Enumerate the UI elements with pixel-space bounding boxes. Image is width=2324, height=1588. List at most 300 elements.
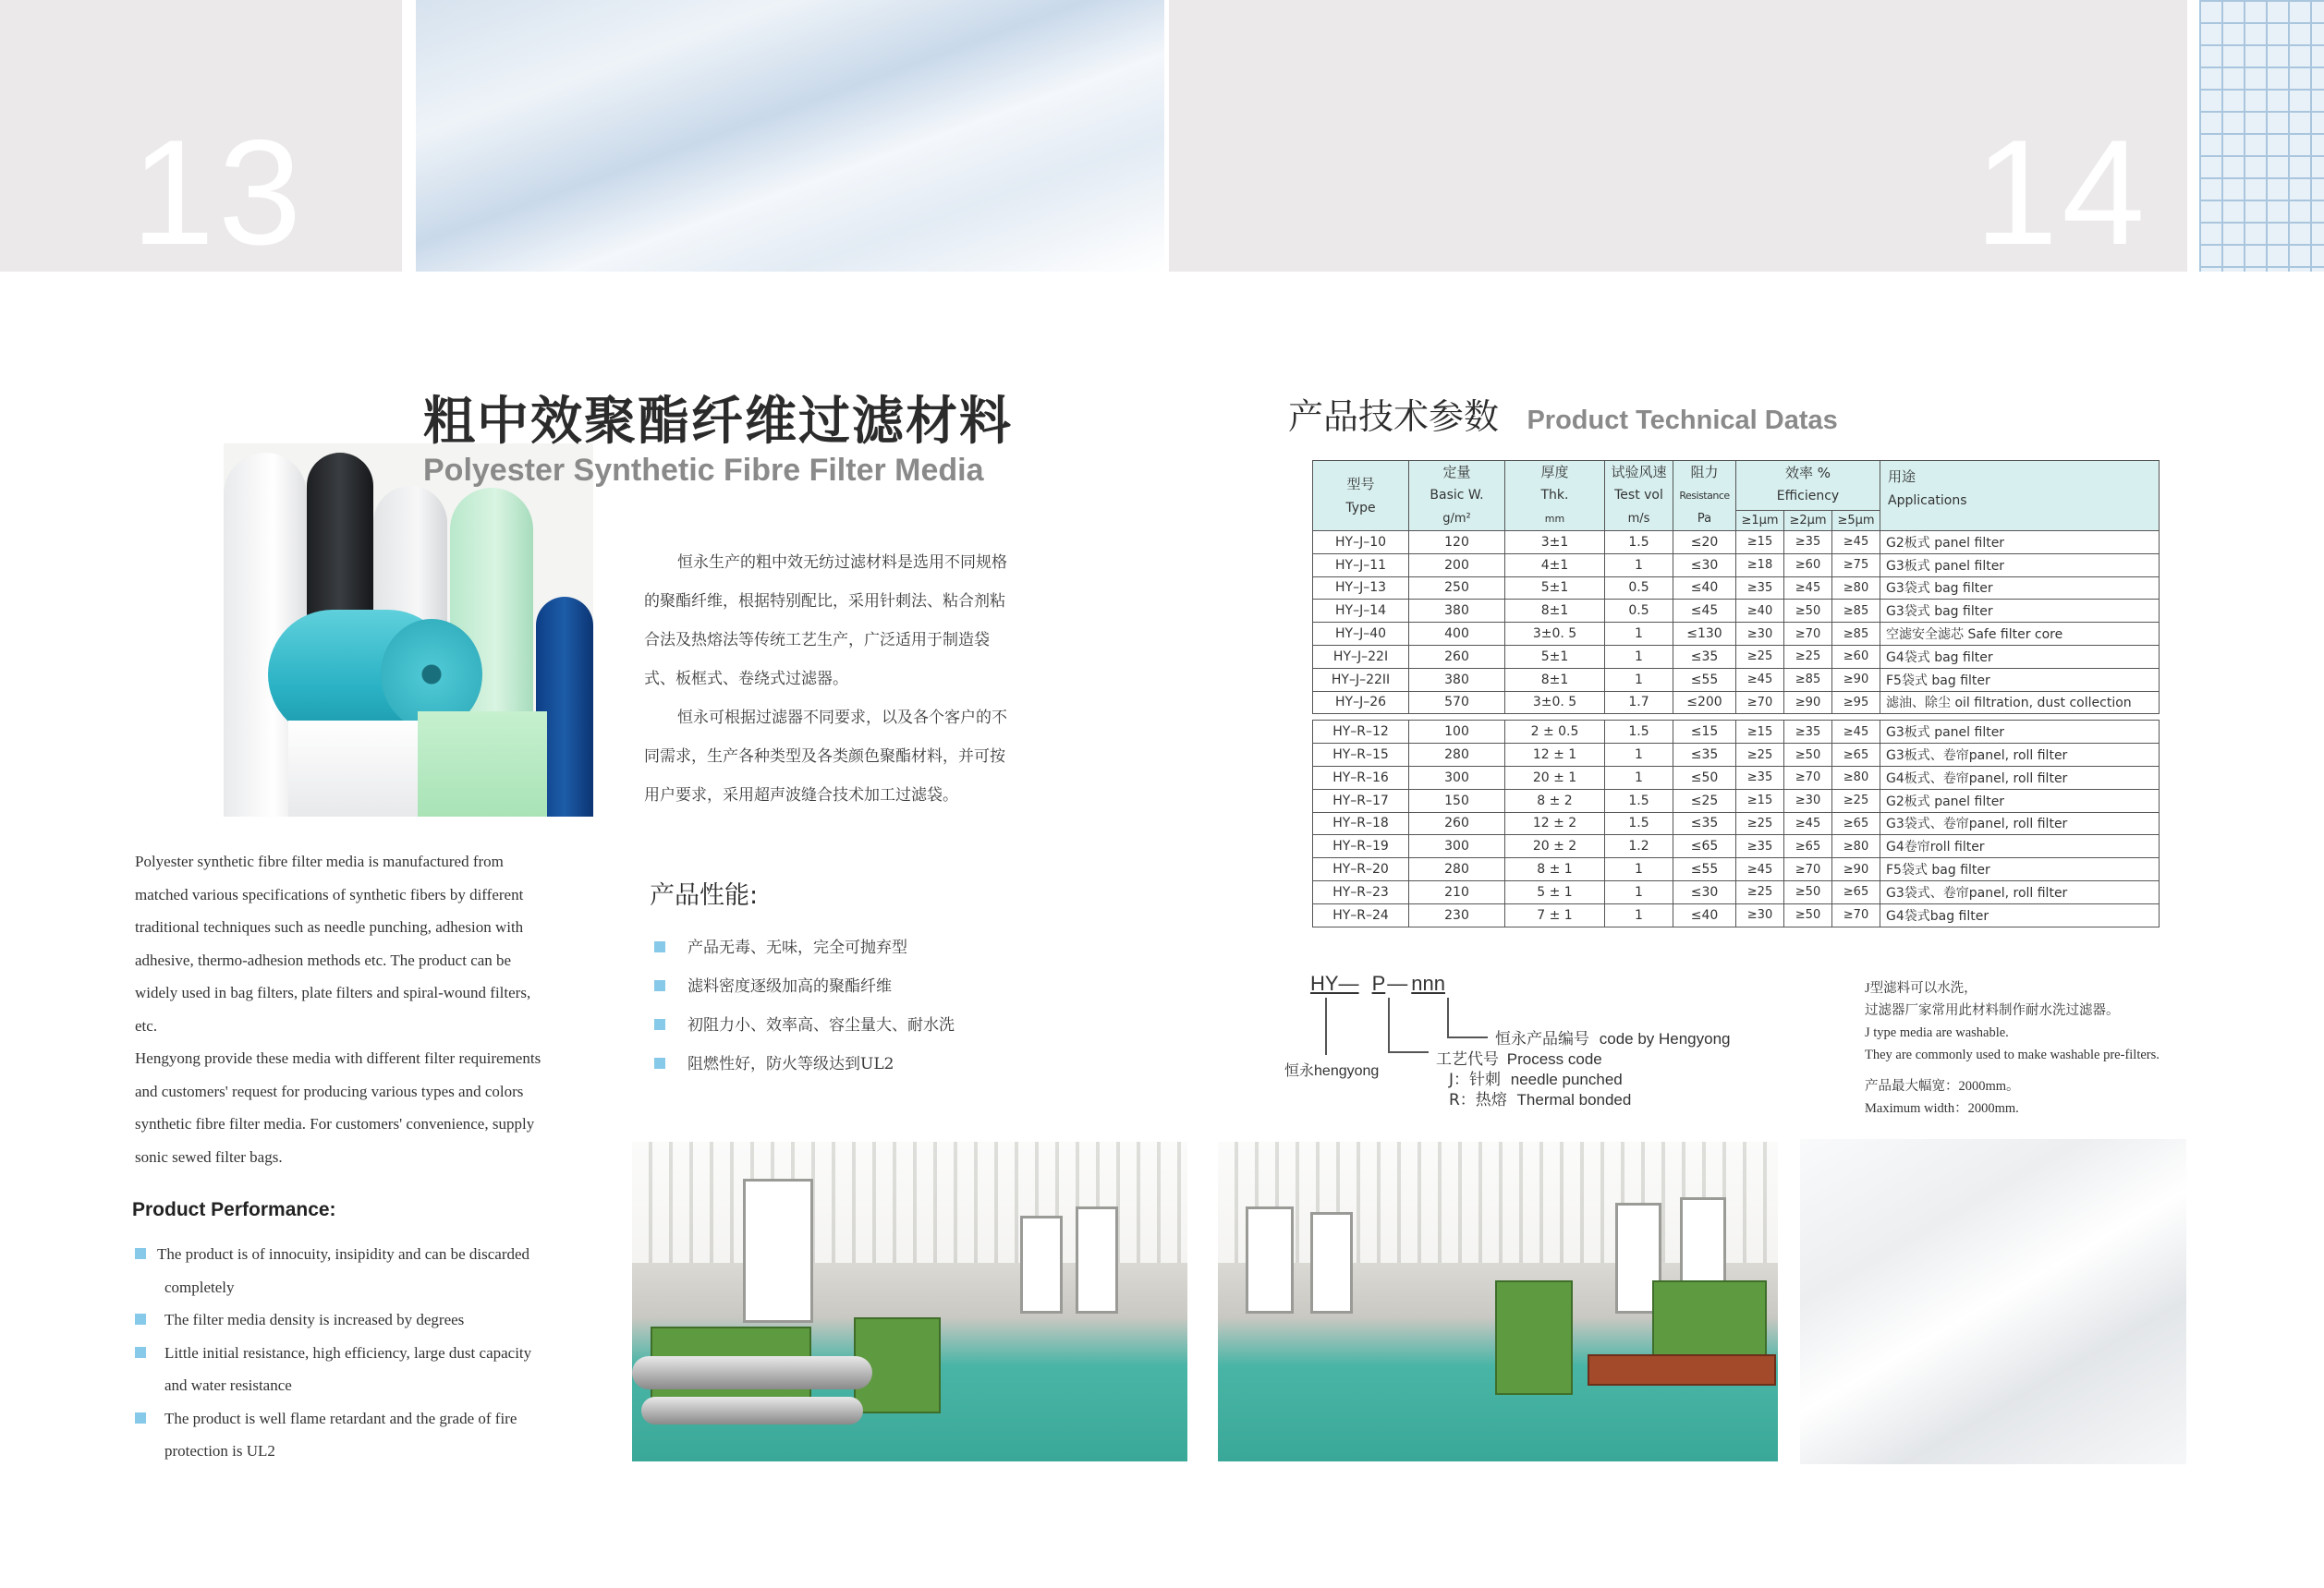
- spec-cell: ≥75: [1832, 553, 1880, 576]
- conveyor-belt: [1588, 1354, 1776, 1386]
- performance-en-text: Little initial resistance, high efficiency, large dust capacity: [164, 1343, 532, 1362]
- connector-hy: [1325, 998, 1327, 1055]
- code-p: P: [1371, 972, 1386, 995]
- spec-cell: ≥70: [1784, 623, 1832, 646]
- spec-cell-type: HY–J–22I: [1313, 645, 1409, 668]
- spec-cell: 20 ± 1: [1505, 766, 1605, 789]
- spec-cell-application: 滤油、除尘 oil filtration, dust collection: [1880, 691, 2160, 714]
- col-header-resistance: [1673, 461, 1736, 531]
- spec-cell: 210: [1409, 880, 1505, 903]
- header-band-left: [0, 0, 402, 276]
- spec-cell-application: G4卷帘roll filter: [1880, 835, 2160, 858]
- spec-cell: ≥70: [1736, 691, 1784, 714]
- spec-row: [1313, 600, 2160, 623]
- spec-cell-type: HY–J–22II: [1313, 668, 1409, 691]
- intro-en-line: adhesive, thermo-adhesion methods etc. The product can be: [135, 951, 512, 969]
- note-line: J型滤料可以水洗，: [1865, 981, 1977, 996]
- spec-row: [1313, 553, 2160, 576]
- intro-en-line: traditional techniques such as needle punching, adhesion with: [135, 918, 524, 936]
- spec-cell: 3±0. 5: [1505, 623, 1605, 646]
- spec-cell: ≤30: [1673, 880, 1736, 903]
- spec-cell-application: G3袋式、卷帘panel, roll filter: [1880, 880, 2160, 903]
- spec-cell: ≤45: [1673, 600, 1736, 623]
- serial-en: code by Hengyong: [1599, 1030, 1731, 1048]
- spec-cell-type: HY–J–10: [1313, 531, 1409, 554]
- col-app-cn: 用途: [1888, 468, 1916, 485]
- spec-cell: 1: [1605, 858, 1673, 881]
- spec-cell: ≥80: [1832, 835, 1880, 858]
- factory-photo-1: [632, 1142, 1187, 1461]
- spec-cell: ≥25: [1736, 744, 1784, 767]
- factory-window: [1020, 1216, 1063, 1314]
- spec-cell: 1: [1605, 744, 1673, 767]
- spec-cell: 5±1: [1505, 576, 1605, 600]
- spec-cell: 200: [1409, 553, 1505, 576]
- spec-cell-type: HY–R–19: [1313, 835, 1409, 858]
- spec-cell-type: HY–J–14: [1313, 600, 1409, 623]
- performance-cn-item: [654, 967, 1061, 1006]
- spec-cell: ≥45: [1736, 858, 1784, 881]
- spec-cell: ≥50: [1784, 903, 1832, 927]
- spec-cell: 400: [1409, 623, 1505, 646]
- spec-cell-application: G2板式 panel filter: [1880, 789, 2160, 812]
- col-res-cn: 阻力: [1690, 464, 1719, 480]
- col-testvol-cn: 试验风速: [1611, 464, 1667, 480]
- spec-cell: 280: [1409, 858, 1505, 881]
- performance-cn-item: [654, 1045, 1061, 1084]
- spec-row: [1313, 623, 2160, 646]
- spec-cell-type: HY–R–15: [1313, 744, 1409, 767]
- intro-cn-line: 合法及热熔法等传统工艺生产，广泛适用于制造袋: [644, 631, 990, 649]
- performance-en-list: [135, 1238, 615, 1468]
- intro-en-line: matched various specifications of synthetic fibers by different: [135, 885, 524, 903]
- bullet-square-icon: [135, 1412, 146, 1424]
- spec-cell: ≥90: [1832, 668, 1880, 691]
- spec-cell: ≥35: [1784, 531, 1832, 554]
- spec-cell: 3±0. 5: [1505, 691, 1605, 714]
- performance-en-item: [135, 1303, 615, 1337]
- spec-cell: 1: [1605, 903, 1673, 927]
- spec-cell: ≤55: [1673, 668, 1736, 691]
- performance-cn-text: 初阻力小、效率高、容尘量大、耐水洗: [687, 1016, 955, 1035]
- spec-cell-type: HY–R–16: [1313, 766, 1409, 789]
- spec-table-wrap: [1312, 460, 2159, 927]
- brand-en: hengyong: [1314, 1063, 1380, 1079]
- left-page-number: 13: [131, 109, 306, 276]
- spec-row: [1313, 903, 2160, 927]
- spec-cell: 380: [1409, 600, 1505, 623]
- col-basic-unit: g/m²: [1442, 512, 1471, 526]
- spec-group-j: [1313, 531, 2160, 714]
- spec-cell: ≥25: [1736, 880, 1784, 903]
- performance-cn-heading: 产品性能:: [650, 881, 759, 910]
- spec-cell: ≥30: [1736, 623, 1784, 646]
- spec-cell: 1.5: [1605, 812, 1673, 835]
- performance-cn-text: 阻燃性好，防火等级达到UL2: [687, 1055, 894, 1073]
- bullet-square-icon: [654, 941, 665, 952]
- spec-cell-application: F5袋式 bag filter: [1880, 668, 2160, 691]
- spec-cell-type: HY–R–20: [1313, 858, 1409, 881]
- product-rolls-photo: [224, 443, 593, 817]
- spec-cell: ≤30: [1673, 553, 1736, 576]
- spec-cell: ≤55: [1673, 858, 1736, 881]
- spec-cell-type: HY–R–17: [1313, 789, 1409, 812]
- performance-en-text: The filter media density is increased by degrees: [164, 1311, 465, 1328]
- spec-cell: ≥65: [1832, 744, 1880, 767]
- spec-row: [1313, 835, 2160, 858]
- spec-cell-type: HY–J–40: [1313, 623, 1409, 646]
- spec-cell: 100: [1409, 721, 1505, 744]
- spec-cell: ≤35: [1673, 744, 1736, 767]
- process-r-label: [1449, 1086, 1631, 1109]
- header-mesh-photo: [2199, 0, 2324, 272]
- code-dash: —: [1387, 972, 1408, 995]
- spec-cell: ≥15: [1736, 531, 1784, 554]
- spec-row: [1313, 766, 2160, 789]
- spec-cell: 5±1: [1505, 645, 1605, 668]
- spec-cell-type: HY–R–18: [1313, 812, 1409, 835]
- col-header-efficiency: [1736, 461, 1880, 511]
- spec-cell-type: HY–J–26: [1313, 691, 1409, 714]
- factory-window: [1076, 1206, 1118, 1314]
- col-testvol-en: Test vol: [1614, 488, 1663, 503]
- spec-cell: ≥60: [1784, 553, 1832, 576]
- spec-cell: ≤35: [1673, 645, 1736, 668]
- spec-cell: 380: [1409, 668, 1505, 691]
- performance-en-item: [135, 1337, 615, 1402]
- bullet-square-icon: [135, 1347, 146, 1358]
- spec-heading: [1288, 388, 1838, 439]
- performance-cn-list: [654, 928, 1061, 1084]
- col-eff-en: Efficiency: [1776, 489, 1840, 504]
- intro-en: [135, 845, 597, 1173]
- bullet-square-icon: [654, 1019, 665, 1030]
- spec-row: [1313, 531, 2160, 554]
- col-basic-cn: 定量: [1442, 464, 1471, 480]
- spec-cell: ≥45: [1784, 812, 1832, 835]
- spec-cell-application: G3板式、卷帘panel, roll filter: [1880, 744, 2160, 767]
- spec-cell: ≥18: [1736, 553, 1784, 576]
- process-en: Process code: [1506, 1050, 1602, 1068]
- performance-cn-item: [654, 1006, 1061, 1045]
- col-res-en: Resistance: [1679, 490, 1730, 502]
- col-header-basic-w: [1409, 461, 1505, 531]
- note-line: They are commonly used to make washable pre-filters.: [1865, 1048, 2160, 1062]
- spec-cell: 1.5: [1605, 531, 1673, 554]
- intro-en-line: etc.: [135, 1016, 158, 1035]
- connector-p-h: [1388, 1051, 1429, 1053]
- spec-cell: ≥90: [1832, 858, 1880, 881]
- spec-cell: ≤50: [1673, 766, 1736, 789]
- intro-en-line: Hengyong provide these media with different filter requirements: [135, 1049, 541, 1067]
- spec-cell: ≥35: [1736, 576, 1784, 600]
- intro-cn-line: 同需求，生产各种类型及各类颜色聚酯材料，并可按: [644, 747, 1005, 766]
- col-type-cn: 型号: [1346, 475, 1375, 492]
- factory-window: [1310, 1212, 1353, 1314]
- spec-cell: 1.5: [1605, 789, 1673, 812]
- serial-cn: 恒永产品编号: [1495, 1030, 1589, 1049]
- page-title-cn: 粗中效聚酯纤维过滤材料: [423, 392, 1013, 452]
- spec-cell-type: HY–R–12: [1313, 721, 1409, 744]
- spec-cell: ≥50: [1784, 600, 1832, 623]
- spec-group-separator: [1313, 714, 2160, 721]
- col-header-eff-5um: ≥5μm: [1832, 510, 1880, 530]
- col-res-unit: Pa: [1697, 512, 1712, 526]
- code-hy: HY—: [1310, 972, 1359, 995]
- spec-cell: ≥45: [1832, 531, 1880, 554]
- spec-cell-type: HY–R–23: [1313, 880, 1409, 903]
- spec-cell: 12 ± 1: [1505, 744, 1605, 767]
- header-fabric-photo: [416, 0, 1164, 272]
- intro-cn-line: 恒永可根据过滤器不同要求，以及各个客户的不: [677, 709, 1007, 727]
- intro-en-line: sonic sewed filter bags.: [135, 1147, 283, 1166]
- process-r-en: Thermal bonded: [1516, 1091, 1632, 1109]
- spec-cell: ≥35: [1736, 766, 1784, 789]
- notes-block: [1865, 977, 2179, 1120]
- spec-table: [1312, 460, 2160, 927]
- spec-cell-application: G3板式 panel filter: [1880, 553, 2160, 576]
- spec-cell: 2 ± 0.5: [1505, 721, 1605, 744]
- note-width-line: Maximum width：2000mm.: [1865, 1101, 2019, 1116]
- spec-cell-application: G3袋式 bag filter: [1880, 600, 2160, 623]
- spec-cell: ≥85: [1832, 600, 1880, 623]
- performance-en-item: [135, 1402, 615, 1468]
- spec-cell: ≥70: [1784, 858, 1832, 881]
- intro-en-line: Polyester synthetic fibre filter media is manufactured from: [135, 853, 504, 870]
- spec-cell: ≤40: [1673, 576, 1736, 600]
- intro-cn: [644, 543, 1051, 815]
- spec-cell-type: HY–R–24: [1313, 903, 1409, 927]
- spec-cell: 1: [1605, 668, 1673, 691]
- spec-cell: 7 ± 1: [1505, 903, 1605, 927]
- spec-cell: ≥35: [1736, 835, 1784, 858]
- spec-cell: ≥65: [1832, 880, 1880, 903]
- spec-cell: 8±1: [1505, 600, 1605, 623]
- col-eff-cn: 效率 %: [1784, 465, 1831, 482]
- spec-cell: 280: [1409, 744, 1505, 767]
- spec-cell: ≤130: [1673, 623, 1736, 646]
- process-j-en: needle punched: [1510, 1071, 1623, 1088]
- col-app-en: Applications: [1888, 493, 1967, 508]
- spec-cell: ≥45: [1832, 721, 1880, 744]
- intro-cn-line: 用户要求，采用超声波缝合技术加工过滤袋。: [644, 786, 958, 805]
- performance-cn-text: 滤料密度逐级加高的聚酯纤维: [687, 977, 892, 996]
- spec-cell: 120: [1409, 531, 1505, 554]
- page-title-en: Polyester Synthetic Fibre Filter Media: [423, 453, 984, 488]
- spec-row: [1313, 645, 2160, 668]
- intro-cn-line: 的聚酯纤维，根据特别配比，采用针刺法、粘合剂粘: [644, 592, 1005, 611]
- bullet-square-icon: [654, 1058, 665, 1069]
- performance-en-text: The product is well flame retardant and the grade of fire: [164, 1409, 517, 1427]
- spec-cell: 230: [1409, 903, 1505, 927]
- connector-p: [1388, 998, 1390, 1051]
- spec-cell: ≥80: [1832, 766, 1880, 789]
- spec-cell: 8±1: [1505, 668, 1605, 691]
- spec-row: [1313, 721, 2160, 744]
- brand-label: [1284, 1059, 1379, 1080]
- spec-group-r: [1313, 721, 2160, 927]
- spec-cell: ≤65: [1673, 835, 1736, 858]
- spec-cell: 8 ± 1: [1505, 858, 1605, 881]
- spec-cell: ≥70: [1784, 766, 1832, 789]
- col-header-type: [1313, 461, 1409, 531]
- bullet-square-icon: [654, 980, 665, 991]
- spec-row: [1313, 691, 2160, 714]
- spec-cell: 1: [1605, 553, 1673, 576]
- spec-cell: 1.2: [1605, 835, 1673, 858]
- spec-cell: ≥45: [1784, 576, 1832, 600]
- spec-cell: 150: [1409, 789, 1505, 812]
- spec-heading-en: Product Technical Datas: [1527, 406, 1838, 435]
- spec-cell: ≥85: [1832, 623, 1880, 646]
- spec-cell: ≥65: [1832, 812, 1880, 835]
- spec-cell-application: G3袋式 bag filter: [1880, 576, 2160, 600]
- spec-cell: ≥70: [1832, 903, 1880, 927]
- spec-cell: ≥65: [1784, 835, 1832, 858]
- spec-cell: ≤20: [1673, 531, 1736, 554]
- col-header-applications: [1880, 461, 2160, 531]
- col-type-en: Type: [1345, 500, 1376, 515]
- spec-cell: ≤200: [1673, 691, 1736, 714]
- spec-cell: 12 ± 2: [1505, 812, 1605, 835]
- header-band-right: [1169, 0, 2187, 276]
- spec-cell: 3±1: [1505, 531, 1605, 554]
- spec-cell-application: 空滤安全滤芯 Safe filter core: [1880, 623, 2160, 646]
- group-gap: [1313, 714, 2160, 721]
- spec-cell: 20 ± 2: [1505, 835, 1605, 858]
- intro-cn-line: 恒永生产的粗中效无纺过滤材料是选用不同规格: [677, 553, 1007, 572]
- spec-cell: ≥25: [1736, 812, 1784, 835]
- spec-cell: ≥30: [1736, 903, 1784, 927]
- code-line: [1310, 972, 1445, 996]
- spec-cell-application: F5袋式 bag filter: [1880, 858, 2160, 881]
- spec-cell: ≥25: [1736, 645, 1784, 668]
- performance-en-item: [135, 1238, 615, 1303]
- intro-cn-line: 式、板框式、卷绕式过滤器。: [644, 670, 848, 688]
- performance-en-text: and water resistance: [164, 1376, 292, 1394]
- bullet-square-icon: [135, 1248, 146, 1259]
- spec-cell: ≥35: [1784, 721, 1832, 744]
- spec-cell: 4±1: [1505, 553, 1605, 576]
- note-line: 过滤器厂家常用此材料制作耐水洗过滤器。: [1865, 1003, 2120, 1018]
- spec-cell: ≥15: [1736, 789, 1784, 812]
- factory-window: [743, 1179, 813, 1323]
- spec-cell: 300: [1409, 835, 1505, 858]
- spec-cell: ≥60: [1832, 645, 1880, 668]
- spec-cell: ≥30: [1784, 789, 1832, 812]
- green-stack: [418, 711, 547, 817]
- spec-cell: ≥85: [1784, 668, 1832, 691]
- spec-cell: ≥90: [1784, 691, 1832, 714]
- spec-cell: 250: [1409, 576, 1505, 600]
- spec-row: [1313, 576, 2160, 600]
- intro-en-line: widely used in bag filters, plate filters and spiral-wound filters,: [135, 984, 531, 1001]
- spec-row: [1313, 880, 2160, 903]
- spec-cell: 1: [1605, 645, 1673, 668]
- spec-cell: ≥50: [1784, 880, 1832, 903]
- spec-heading-cn: 产品技术参数: [1288, 396, 1500, 437]
- fabric-roller: [632, 1356, 872, 1389]
- spec-cell: ≥95: [1832, 691, 1880, 714]
- performance-en-text: completely: [164, 1278, 235, 1296]
- performance-cn-item: [654, 928, 1061, 967]
- spec-cell: 260: [1409, 645, 1505, 668]
- note-line: J type media are washable.: [1865, 1025, 2009, 1040]
- fabric-roller: [641, 1397, 863, 1424]
- fabric-closeup-photo: [1800, 1139, 2186, 1464]
- col-thk-unit: mm: [1544, 513, 1565, 525]
- connector-nnn: [1447, 998, 1449, 1036]
- spec-cell: 1.7: [1605, 691, 1673, 714]
- col-testvol-unit: m/s: [1627, 512, 1650, 526]
- spec-cell: ≥25: [1832, 789, 1880, 812]
- spec-cell-application: G2板式 panel filter: [1880, 531, 2160, 554]
- col-thk-cn: 厚度: [1540, 464, 1569, 480]
- performance-cn-text: 产品无毒、无味，完全可抛弃型: [687, 939, 907, 957]
- spec-cell: 0.5: [1605, 600, 1673, 623]
- white-stack: [288, 721, 427, 817]
- spec-cell: 300: [1409, 766, 1505, 789]
- spec-cell: ≥40: [1736, 600, 1784, 623]
- spec-cell-application: G3板式 panel filter: [1880, 721, 2160, 744]
- spec-cell: 8 ± 2: [1505, 789, 1605, 812]
- spec-cell: ≥45: [1736, 668, 1784, 691]
- machine-frame: [1495, 1280, 1573, 1395]
- col-header-test-vol: [1605, 461, 1673, 531]
- spec-cell: 1: [1605, 880, 1673, 903]
- col-header-eff-2um: ≥2μm: [1784, 510, 1832, 530]
- spec-cell: 260: [1409, 812, 1505, 835]
- spec-cell-application: G4袋式 bag filter: [1880, 645, 2160, 668]
- process-r-cn: R：热熔: [1449, 1091, 1507, 1109]
- spec-cell: 1.5: [1605, 721, 1673, 744]
- spec-cell: 1: [1605, 623, 1673, 646]
- col-header-eff-1um: ≥1μm: [1736, 510, 1784, 530]
- spec-cell: 0.5: [1605, 576, 1673, 600]
- bullet-square-icon: [135, 1314, 146, 1325]
- spec-cell-application: G4袋式bag filter: [1880, 903, 2160, 927]
- performance-en-heading: Product Performance:: [132, 1199, 336, 1220]
- process-j-cn: J：针刺: [1449, 1071, 1502, 1089]
- spec-cell: ≥25: [1784, 645, 1832, 668]
- spec-cell: ≥80: [1832, 576, 1880, 600]
- spec-cell: ≥15: [1736, 721, 1784, 744]
- performance-en-text: The product is of innocuity, insipidity and can be discarded: [157, 1245, 530, 1263]
- intro-en-line: and customers' request for producing various types and colors: [135, 1082, 524, 1100]
- spec-cell: ≤40: [1673, 903, 1736, 927]
- performance-en-text: protection is UL2: [164, 1442, 275, 1460]
- brand-cn: 恒永: [1284, 1061, 1315, 1079]
- spec-cell: ≤35: [1673, 812, 1736, 835]
- spec-cell: 1: [1605, 766, 1673, 789]
- factory-photo-2: [1218, 1142, 1778, 1461]
- spec-cell: ≤25: [1673, 789, 1736, 812]
- spec-row: [1313, 668, 2160, 691]
- note-width-line: 产品最大幅宽：2000mm。: [1865, 1079, 2020, 1094]
- spec-cell: ≥50: [1784, 744, 1832, 767]
- col-thk-en: Thk.: [1540, 488, 1569, 503]
- intro-en-line: synthetic fibre filter media. For customers' convenience, supply: [135, 1115, 535, 1133]
- code-nnn: nnn: [1411, 972, 1445, 995]
- factory-window: [1246, 1206, 1294, 1314]
- spec-row: [1313, 789, 2160, 812]
- spec-cell: ≤15: [1673, 721, 1736, 744]
- spec-cell-type: HY–J–11: [1313, 553, 1409, 576]
- spec-cell-application: G4板式、卷帘panel, roll filter: [1880, 766, 2160, 789]
- spec-cell: 570: [1409, 691, 1505, 714]
- col-header-thk: [1505, 461, 1605, 531]
- spec-cell-type: HY–J–13: [1313, 576, 1409, 600]
